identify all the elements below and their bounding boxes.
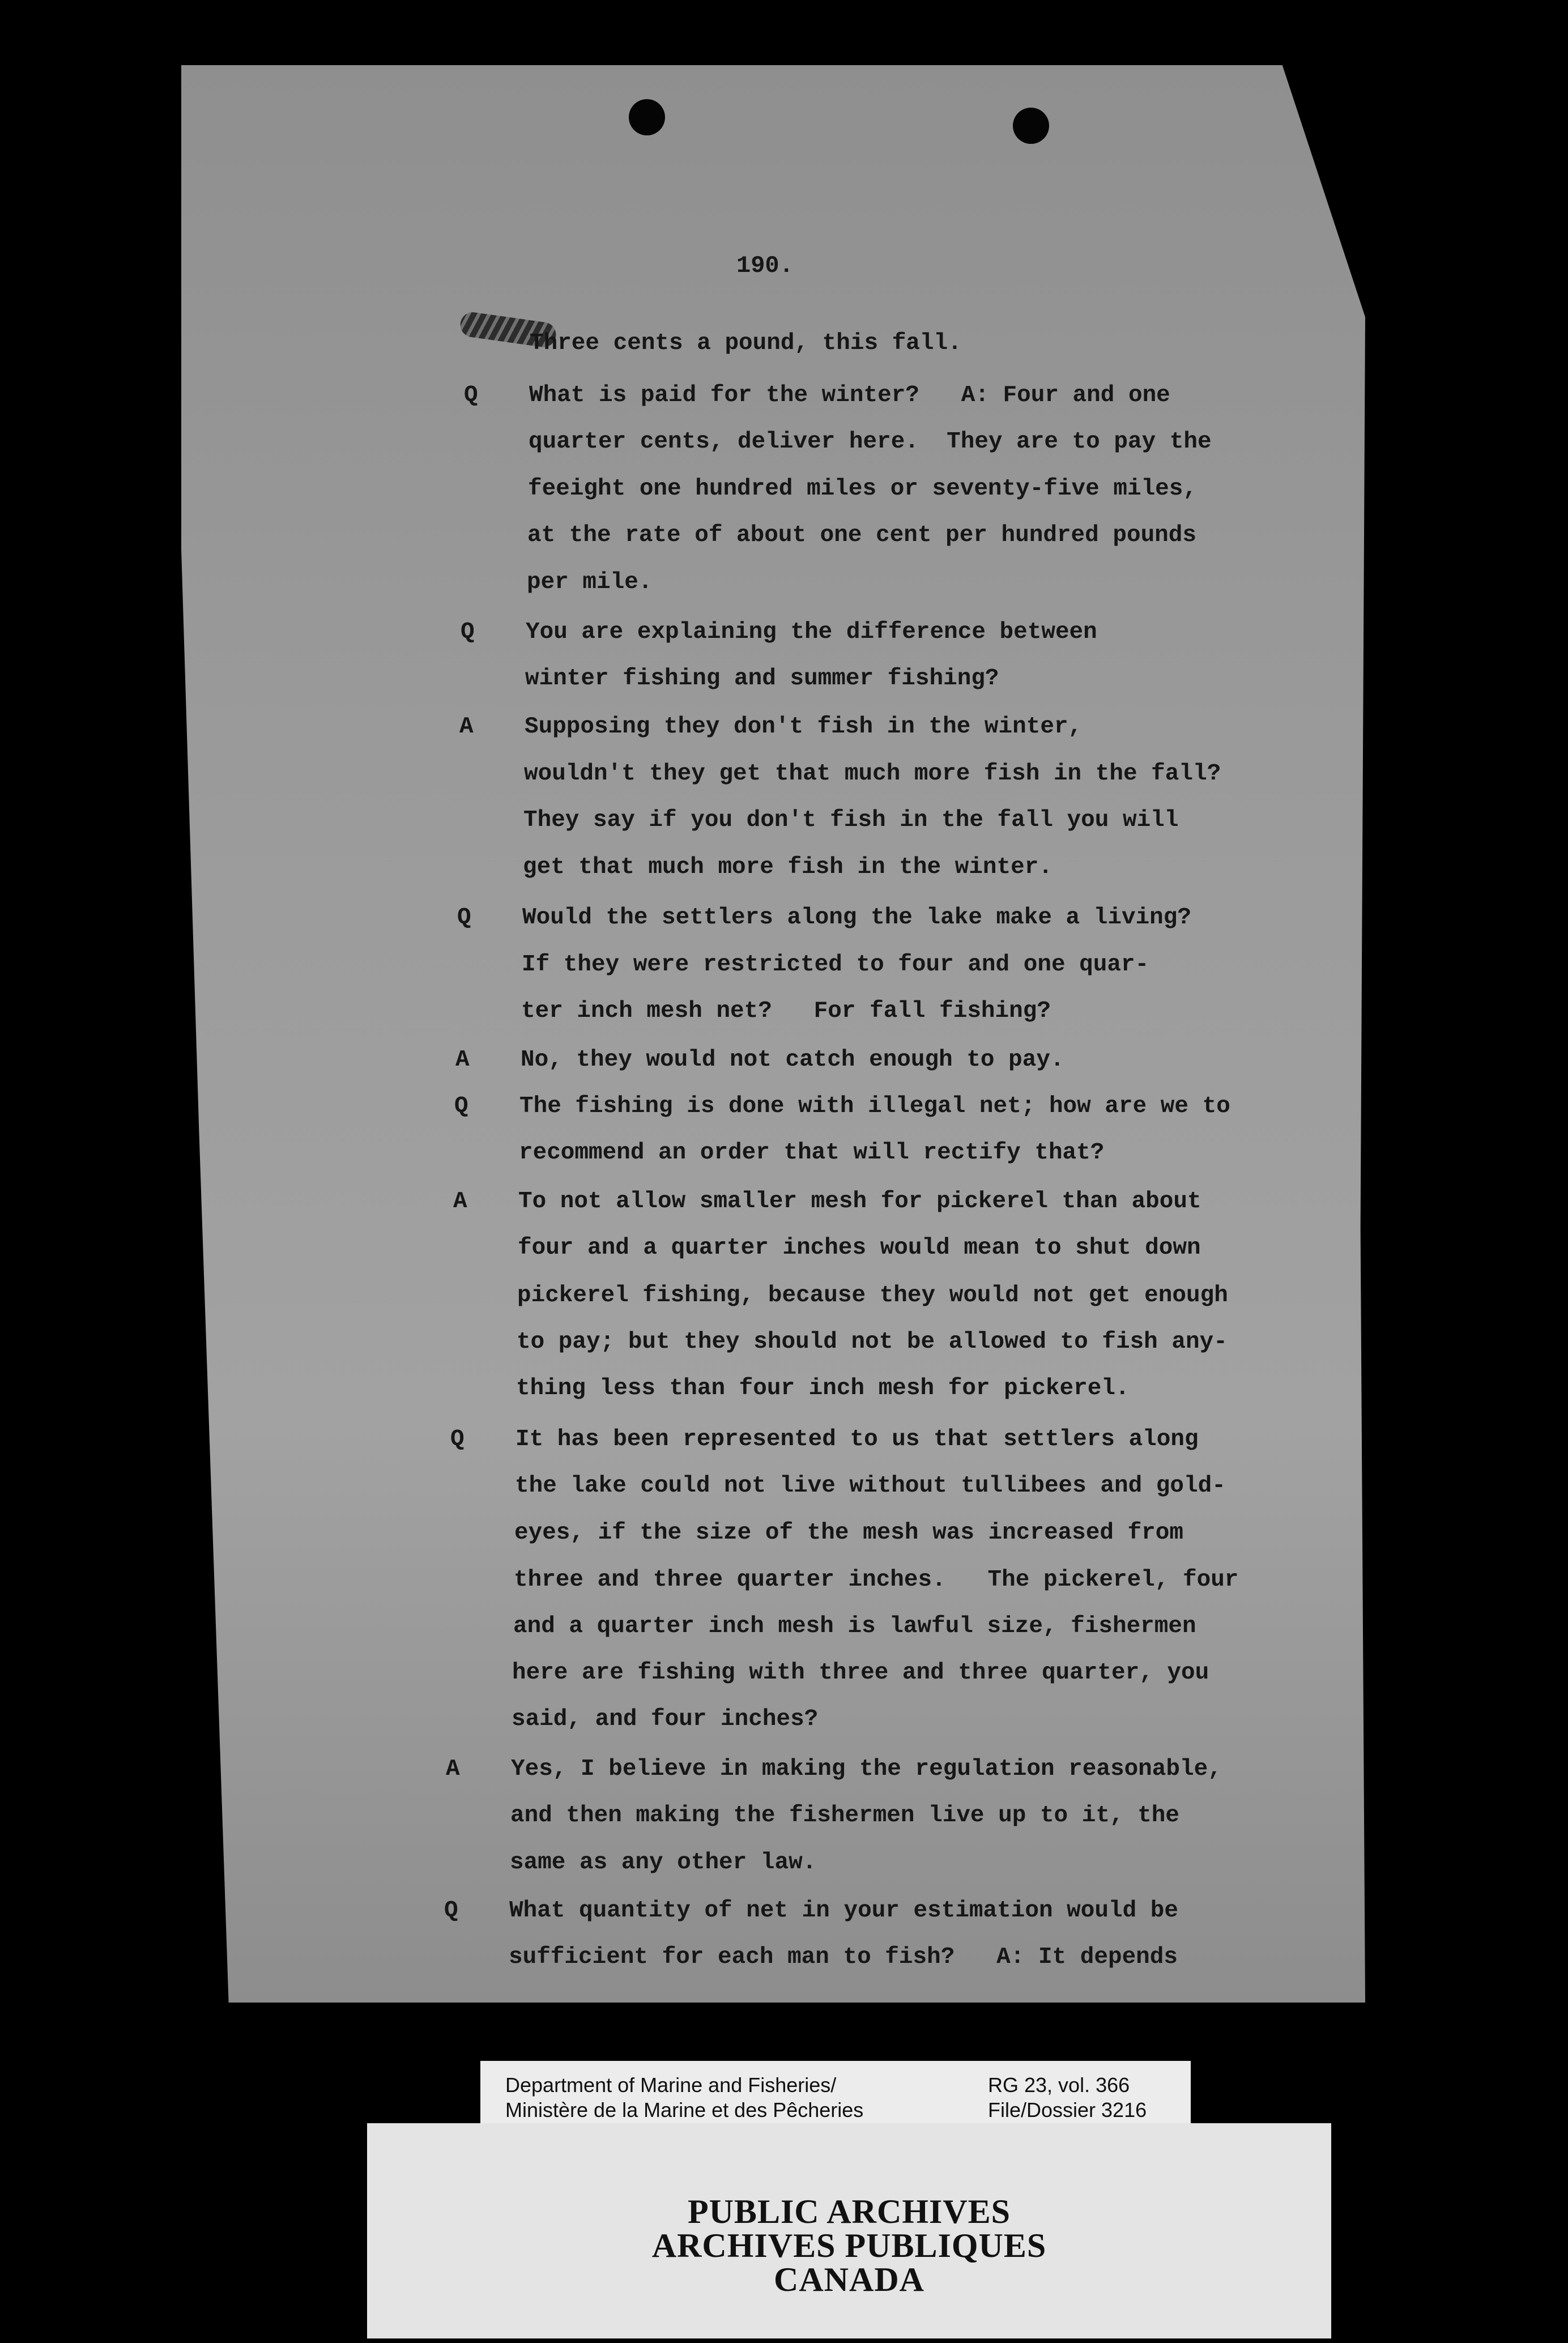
transcript-line: get that much more fish in the winter. [523, 854, 1053, 880]
transcript-line: Three cents a pound, this fall. [530, 330, 962, 356]
transcript-line: The fishing is done with illegal net; how are we to [519, 1093, 1230, 1119]
transcript-line: and a quarter inch mesh is lawful size, fishermen [513, 1613, 1196, 1639]
department-en: Department of Marine and Fisheries/ [505, 2073, 837, 2097]
speaker-label: Q [450, 1426, 465, 1452]
speaker-label: Q [461, 619, 475, 645]
transcript-line: four and a quarter inches would mean to shut down [518, 1235, 1201, 1261]
transcript-line: eyes, if the size of the mesh was increased from [514, 1520, 1183, 1546]
transcript-line: Yes, I believe in making the regulation reasonable, [511, 1756, 1222, 1782]
transcript-line: wouldn't they get that much more fish in the fall? [524, 761, 1221, 787]
transcript-line: here are fishing with three and three quarter, you [512, 1660, 1209, 1686]
transcript-line: three and three quarter inches. The pickerel, four [514, 1567, 1239, 1593]
transcript-line: per mile. [527, 569, 653, 595]
transcript-line: To not allow smaller mesh for pickerel than about [518, 1188, 1201, 1215]
department-fr: Ministère de la Marine et des Pêcheries [505, 2098, 864, 2122]
speaker-label: A [453, 1188, 467, 1215]
transcript-line: pickerel fishing, because they would not get enough [517, 1283, 1228, 1309]
speaker-label: A [446, 1756, 460, 1782]
transcript-line: said, and four inches? [512, 1706, 819, 1732]
punch-hole-left [629, 99, 665, 135]
transcript-line: If they were restricted to four and one quar- [522, 952, 1149, 978]
transcript-line: winter fishing and summer fishing? [525, 666, 999, 692]
speaker-label: Q [444, 1898, 458, 1924]
speaker-label: A [459, 714, 474, 740]
page-number: 190. [736, 252, 794, 279]
punch-hole-right [1013, 108, 1049, 144]
transcript-line: No, they would not catch enough to pay. [521, 1047, 1064, 1073]
file-number: File/Dossier 3216 [988, 2098, 1147, 2122]
transcript-line: Would the settlers along the lake make a living? [522, 905, 1191, 931]
transcript-line: same as any other law. [510, 1850, 817, 1876]
transcript-line: It has been represented to us that settlers along [515, 1426, 1199, 1452]
speaker-label: A [455, 1047, 470, 1073]
transcript-line: the lake could not live without tullibees and gold- [515, 1473, 1226, 1499]
speaker-label: Q [457, 905, 471, 931]
speaker-label: Q [454, 1093, 468, 1119]
transcript-line: They say if you don't fish in the fall you will [523, 807, 1179, 833]
transcript-line: thing less than four inch mesh for pickerel. [516, 1375, 1130, 1401]
record-group: RG 23, vol. 366 [988, 2073, 1130, 2097]
archives-line-1: PUBLIC ARCHIVES [687, 2193, 1011, 2230]
transcript-line: to pay; but they should not be allowed to fish any- [517, 1329, 1228, 1355]
transcript-line: recommend an order that will rectify that? [519, 1140, 1105, 1166]
transcript-line: Supposing they don't fish in the winter, [525, 714, 1083, 740]
archives-line-2: ARCHIVES PUBLIQUES [651, 2227, 1047, 2264]
transcript-line: What is paid for the winter? A: Four and one [529, 382, 1170, 408]
transcript-line: sufficient for each man to fish? A: It depends [509, 1944, 1178, 1970]
transcript-line: at the rate of about one cent per hundred pounds [527, 522, 1196, 548]
transcript-line: You are explaining the difference between [526, 619, 1097, 645]
transcript-line: What quantity of net in your estimation would be [509, 1898, 1178, 1924]
transcript-line: quarter cents, deliver here. They are to pay the [529, 429, 1212, 455]
archives-line-3: CANADA [774, 2261, 924, 2298]
speaker-label: Q [464, 382, 478, 408]
transcript-line: feeight one hundred miles or seventy-five miles, [528, 476, 1197, 502]
public-archives-banner [367, 2123, 1331, 2338]
transcript-line: and then making the fishermen live up to it, the [510, 1803, 1179, 1829]
transcript-line: ter inch mesh net? For fall fishing? [521, 998, 1051, 1024]
